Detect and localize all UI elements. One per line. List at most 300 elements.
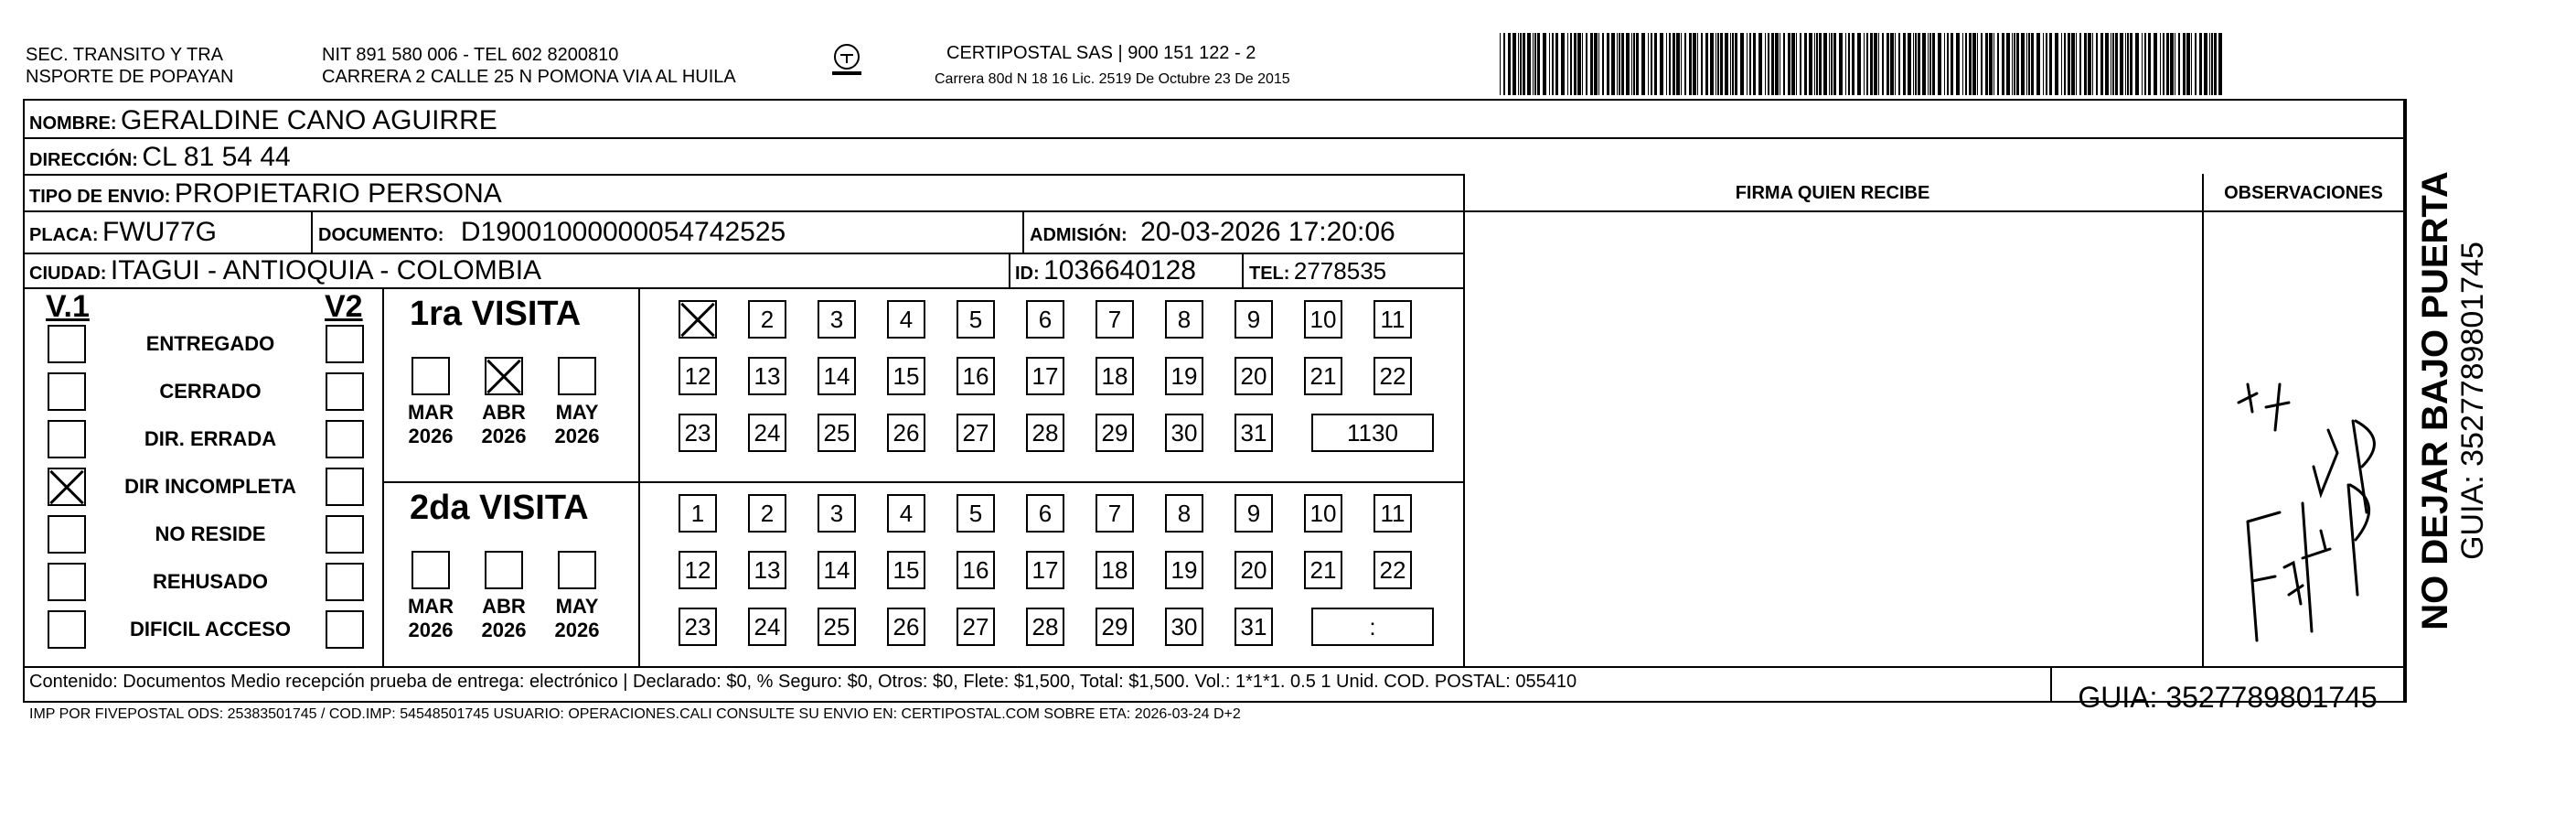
admision-value: 20-03-2026 17:20:06 (1140, 217, 1395, 247)
first-day-9[interactable]: 9 (1235, 300, 1273, 339)
barcode-bar (1791, 33, 1795, 95)
month-label (476, 595, 531, 642)
barcode-bar (1997, 33, 1999, 95)
barcode-bar (1673, 33, 1675, 95)
barcode-bar (2016, 33, 2019, 95)
barcode-bar (2036, 33, 2040, 95)
first-day-3[interactable]: 3 (818, 300, 856, 339)
second-day-20[interactable]: 20 (1235, 551, 1273, 589)
status-label: REHUSADO (153, 570, 268, 593)
barcode-bar (1898, 33, 1900, 95)
second-month-checkbox-2[interactable] (558, 551, 596, 589)
second-day-31[interactable]: 31 (1235, 608, 1273, 646)
second-day-27[interactable]: 27 (957, 608, 995, 646)
barcode-bar (2031, 33, 2034, 95)
second-day-30[interactable]: 30 (1165, 608, 1203, 646)
barcode-bar (1725, 33, 1728, 95)
courier-logo-icon (828, 40, 866, 79)
barcode-bar (1740, 33, 1744, 95)
barcode-bar (1735, 33, 1737, 95)
barcode-bar (2061, 33, 2062, 95)
barcode-bar (1500, 33, 1501, 95)
issuer-address: CARRERA 2 CALLE 25 N POMONA VIA AL HUILA (322, 67, 736, 87)
barcode-bar (1681, 33, 1682, 95)
second-day-3[interactable]: 3 (818, 494, 856, 533)
barcode-bar (2079, 33, 2081, 95)
month-name: MAY (555, 401, 599, 424)
v1-checkbox-4[interactable] (48, 515, 86, 554)
barcode-bar (1993, 33, 1994, 95)
second-day-9[interactable]: 9 (1235, 494, 1273, 533)
barcode-bar (2092, 33, 2093, 95)
placa-value: FWU77G (102, 217, 218, 247)
side-panel (2409, 99, 2496, 703)
barcode-bar (1823, 33, 1827, 95)
footer-content-line: Contenido: Documentos Medio recepción prueba de entrega: electrónico | Declarado: $0, % Seguro: $0, Otros: $0, Flete: $1,500, Total: $1,500. Vol.: 1*1*1. 0.5 1 Unid. COD. POSTAL: 055410 (29, 672, 1577, 692)
barcode-bar (2144, 33, 2146, 95)
barcode-bar (1689, 33, 1692, 95)
barcode-bar (1666, 33, 1667, 95)
barcode-bar (2026, 33, 2027, 95)
v2-checkbox-1[interactable] (326, 372, 364, 411)
barcode-bar (1621, 33, 1624, 95)
barcode-bar (2112, 33, 2114, 95)
month-year: 2026 (554, 619, 600, 641)
barcode-bar (1549, 33, 1550, 95)
second-day-11[interactable]: 11 (1374, 494, 1412, 533)
barcode-bar (2214, 33, 2217, 95)
barcode-bar (2211, 33, 2213, 95)
second-day-1[interactable]: 1 (679, 494, 717, 533)
id-label: ID: (1015, 264, 1040, 284)
first-day-16[interactable]: 16 (957, 357, 995, 395)
observaciones-header: OBSERVACIONES (2224, 183, 2383, 203)
barcode-bar (1503, 33, 1505, 95)
barcode-bar (1537, 33, 1540, 95)
barcode-bar (1619, 33, 1620, 95)
month-label (403, 595, 458, 642)
barcode-bar (1555, 33, 1558, 95)
barcode-bar (1839, 33, 1843, 95)
barcode-bar (1717, 33, 1719, 95)
v2-checkbox-6[interactable] (326, 610, 364, 649)
barcode-bar (1874, 33, 1877, 95)
barcode-bar (1913, 33, 1914, 95)
barcode-bar (1720, 33, 1723, 95)
month-name: MAY (555, 595, 599, 618)
barcode-bar (1518, 33, 1519, 95)
barcode-bar (2178, 33, 2180, 95)
second-day-18[interactable]: 18 (1096, 551, 1134, 589)
barcode-bar (1864, 33, 1865, 95)
barcode-bar (1574, 33, 1577, 95)
barcode-bar (1915, 33, 1917, 95)
barcode-bar (1845, 33, 1846, 95)
month-label (550, 595, 604, 642)
barcode-bar (1577, 33, 1581, 95)
second-visit-title: 2da VISITA (410, 489, 589, 527)
first-day-17[interactable]: 17 (1026, 357, 1064, 395)
second-day-25[interactable]: 25 (818, 608, 856, 646)
first-visit-title: 1ra VISITA (410, 295, 582, 333)
barcode-bar (2120, 33, 2123, 95)
barcode-bar (1903, 33, 1906, 95)
barcode-bar (1833, 33, 1836, 95)
barcode-bar (2209, 33, 2210, 95)
barcode-bar (1586, 33, 1587, 95)
first-day-27[interactable]: 27 (957, 414, 995, 452)
barcode-bar (1626, 33, 1630, 95)
first-day-12[interactable]: 12 (679, 357, 717, 395)
barcode-bar (1534, 33, 1536, 95)
month-name: ABR (482, 401, 526, 424)
barcode-bar (2049, 33, 2052, 95)
barcode-bar (1775, 33, 1779, 95)
first-day-26[interactable]: 26 (887, 414, 925, 452)
barcode-bar (1796, 33, 1797, 95)
barcode-bar (1965, 33, 1967, 95)
barcode-bar (1512, 33, 1516, 95)
second-day-10[interactable]: 10 (1304, 494, 1342, 533)
second-day-14[interactable]: 14 (818, 551, 856, 589)
barcode-bar (1651, 33, 1652, 95)
barcode-bar (1882, 33, 1884, 95)
second-day-24[interactable]: 24 (748, 608, 786, 646)
month-year: 2026 (554, 425, 600, 447)
second-day-28[interactable]: 28 (1026, 608, 1064, 646)
first-day-10[interactable]: 10 (1304, 300, 1342, 339)
tipo-envio-label: TIPO DE ENVIO: (29, 187, 171, 207)
first-day-11[interactable]: 11 (1374, 300, 1412, 339)
nombre-label: NOMBRE: (29, 113, 117, 134)
barcode-bar (2046, 33, 2047, 95)
second-day-26[interactable]: 26 (887, 608, 925, 646)
first-day-14[interactable]: 14 (818, 357, 856, 395)
first-month-checkbox-1[interactable] (485, 357, 523, 395)
side-warning: NO DEJAR BAJO PUERTA (2415, 171, 2455, 630)
firma-header: FIRMA QUIEN RECIBE (1735, 183, 1930, 203)
status-label: ENTREGADO (145, 332, 275, 355)
barcode-bar (1951, 33, 1953, 95)
status-label: NO RESIDE (155, 522, 266, 545)
barcode-bar (1730, 33, 1731, 95)
first-day-22[interactable]: 22 (1374, 357, 1412, 395)
barcode-bar (1693, 33, 1696, 95)
first-day-7[interactable]: 7 (1096, 300, 1134, 339)
barcode-bar (1972, 33, 1976, 95)
barcode-bar (2012, 33, 2013, 95)
barcode-bar (2071, 33, 2075, 95)
status-label: DIR. ERRADA (144, 427, 277, 450)
barcode-bar (2163, 33, 2164, 95)
barcode-bar (2006, 33, 2010, 95)
barcode-bar (1527, 33, 1531, 95)
second-day-8[interactable]: 8 (1165, 494, 1203, 533)
barcode-bar (2088, 33, 2091, 95)
first-day-24[interactable]: 24 (748, 414, 786, 452)
barcode-bar (1929, 33, 1931, 95)
barcode-bar (2195, 33, 2197, 95)
month-label (403, 401, 458, 448)
month-name: MAR (407, 595, 454, 618)
v1-header: V.1 (46, 289, 90, 324)
barcode-bar (1590, 33, 1593, 95)
first-day-15[interactable]: 15 (887, 357, 925, 395)
v1-checkbox-6[interactable] (48, 610, 86, 649)
tel-value: 2778535 (1293, 257, 1387, 285)
barcode-bar (1594, 33, 1598, 95)
v1-checkbox-0[interactable] (48, 325, 86, 363)
barcode-bar (1701, 33, 1703, 95)
barcode-bar (1523, 33, 1525, 95)
admision-label: ADMISIÓN: (1030, 225, 1128, 245)
barcode-bar (1660, 33, 1663, 95)
barcode-bar (2043, 33, 2044, 95)
barcode-bar (1598, 33, 1599, 95)
first-day-5[interactable]: 5 (957, 300, 995, 339)
second-day-4[interactable]: 4 (887, 494, 925, 533)
barcode-bar (1602, 33, 1604, 95)
barcode-bar (1611, 33, 1615, 95)
month-name: ABR (482, 595, 526, 618)
barcode-bar (1732, 33, 1734, 95)
barcode-bar (1804, 33, 1807, 95)
barcode-bar (1705, 33, 1708, 95)
barcode-bar (1570, 33, 1572, 95)
tipo-envio-value: PROPIETARIO PERSONA (174, 178, 502, 209)
second-day-23[interactable]: 23 (679, 608, 717, 646)
barcode-bar (1697, 33, 1698, 95)
first-day-30[interactable]: 30 (1165, 414, 1203, 452)
barcode-bar (2028, 33, 2030, 95)
direccion-label: DIRECCIÓN: (29, 150, 138, 170)
barcode-bar (1922, 33, 1926, 95)
barcode-bar (2135, 33, 2139, 95)
barcode-bar (2105, 33, 2109, 95)
first-day-18[interactable]: 18 (1096, 357, 1134, 395)
first-day-25[interactable]: 25 (818, 414, 856, 452)
v2-header: V2 (325, 289, 363, 324)
barcode-bar (1852, 33, 1855, 95)
barcode-bar (2068, 33, 2070, 95)
barcode-bar (1749, 33, 1751, 95)
second-day-5[interactable]: 5 (957, 494, 995, 533)
second-day-13[interactable]: 13 (748, 551, 786, 589)
first-day-28[interactable]: 28 (1026, 414, 1064, 452)
barcode-bar (2183, 33, 2186, 95)
barcode-bar (2100, 33, 2103, 95)
placa-label: PLACA: (29, 225, 99, 245)
first-month-checkbox-2[interactable] (558, 357, 596, 395)
month-year: 2026 (408, 425, 454, 447)
barcode-bar (2084, 33, 2087, 95)
documento-label: DOCUMENTO: (318, 225, 444, 245)
barcode-bar (1533, 33, 1534, 95)
id-value: 1036640128 (1043, 255, 1196, 285)
barcode-bar (2199, 33, 2202, 95)
barcode-bar (1800, 33, 1801, 95)
barcode-bar (1607, 33, 1609, 95)
barcode-bar (1747, 33, 1748, 95)
second-day-6[interactable]: 6 (1026, 494, 1064, 533)
v1-checkbox-1[interactable] (48, 372, 86, 411)
barcode-bar (1543, 33, 1546, 95)
barcode (1498, 33, 2224, 95)
first-day-21[interactable]: 21 (1304, 357, 1342, 395)
tel-label: TEL: (1249, 264, 1290, 284)
barcode-bar (1684, 33, 1686, 95)
barcode-bar (1582, 33, 1583, 95)
barcode-bar (2166, 33, 2169, 95)
barcode-bar (1866, 33, 1868, 95)
barcode-bar (1956, 33, 1960, 95)
nombre-value: GERALDINE CANO AGUIRRE (121, 105, 497, 135)
first-day-19[interactable]: 19 (1165, 357, 1203, 395)
barcode-bar (1636, 33, 1639, 95)
v2-checkbox-4[interactable] (326, 515, 364, 554)
courier-name: CERTIPOSTAL SAS | 900 151 122 - 2 (946, 43, 1256, 63)
first-day-20[interactable]: 20 (1235, 357, 1273, 395)
first-day-2[interactable]: 2 (748, 300, 786, 339)
barcode-bar (2142, 33, 2143, 95)
month-label (476, 401, 531, 448)
first-day-23[interactable]: 23 (679, 414, 717, 452)
barcode-bar (1508, 33, 1511, 95)
barcode-bar (1758, 33, 1762, 95)
barcode-bar (1753, 33, 1756, 95)
first-day-8[interactable]: 8 (1165, 300, 1203, 339)
second-day-22[interactable]: 22 (1374, 551, 1412, 589)
handwritten-observation (2211, 366, 2394, 659)
barcode-bar (1947, 33, 1949, 95)
handwritten-note-text: Falta # Apto (2211, 366, 2217, 367)
status-label: DIFICIL ACCESO (129, 618, 291, 640)
v2-checkbox-2[interactable] (326, 420, 364, 458)
first-day-13[interactable]: 13 (748, 357, 786, 395)
v2-checkbox-0[interactable] (326, 325, 364, 363)
barcode-bar (2076, 33, 2077, 95)
barcode-bar (1908, 33, 1911, 95)
barcode-bar (1783, 33, 1785, 95)
barcode-bar (2191, 33, 2192, 95)
second-day-15[interactable]: 15 (887, 551, 925, 589)
barcode-bar (1710, 33, 1714, 95)
barcode-bar (2096, 33, 2098, 95)
v1-checkbox-2[interactable] (48, 420, 86, 458)
second-day-19[interactable]: 19 (1165, 551, 1203, 589)
second-visit-time[interactable]: : (1311, 608, 1434, 646)
barcode-bar (1981, 33, 1983, 95)
barcode-bar (1831, 33, 1833, 95)
second-day-7[interactable]: 7 (1096, 494, 1134, 533)
barcode-bar (1676, 33, 1680, 95)
barcode-bar (1552, 33, 1554, 95)
first-day-1[interactable] (679, 300, 717, 339)
second-day-16[interactable]: 16 (957, 551, 995, 589)
barcode-bar (1809, 33, 1812, 95)
v2-checkbox-5[interactable] (326, 563, 364, 601)
first-day-29[interactable]: 29 (1096, 414, 1134, 452)
barcode-bar (1895, 33, 1896, 95)
month-year: 2026 (408, 619, 454, 641)
month-name: MAR (407, 401, 454, 424)
barcode-bar (1977, 33, 1978, 95)
second-day-17[interactable]: 17 (1026, 551, 1064, 589)
barcode-bar (2115, 33, 2118, 95)
barcode-bar (1617, 33, 1618, 95)
barcode-bar (2186, 33, 2190, 95)
second-month-checkbox-0[interactable] (412, 551, 450, 589)
barcode-bar (1648, 33, 1649, 95)
barcode-bar (2002, 33, 2004, 95)
second-month-checkbox-1[interactable] (485, 551, 523, 589)
barcode-bar (1567, 33, 1568, 95)
barcode-bar (1768, 33, 1769, 95)
barcode-bar (2125, 33, 2126, 95)
ciudad-label: CIUDAD: (29, 264, 107, 284)
barcode-bar (1765, 33, 1766, 95)
second-day-21[interactable]: 21 (1304, 551, 1342, 589)
barcode-bar (1848, 33, 1850, 95)
barcode-bar (1857, 33, 1861, 95)
month-year: 2026 (481, 425, 527, 447)
barcode-bar (2021, 33, 2025, 95)
first-visit-time[interactable]: 1130 (1311, 414, 1434, 452)
barcode-bar (1932, 33, 1935, 95)
month-year: 2026 (481, 619, 527, 641)
barcode-bar (1829, 33, 1830, 95)
v1-checkbox-3[interactable] (48, 468, 86, 506)
status-label: DIR INCOMPLETA (124, 475, 296, 498)
barcode-bar (1918, 33, 1920, 95)
barcode-bar (1641, 33, 1645, 95)
first-day-4[interactable]: 4 (887, 300, 925, 339)
barcode-bar (2014, 33, 2015, 95)
barcode-bar (2064, 33, 2066, 95)
barcode-bar (1938, 33, 1941, 95)
barcode-bar (2204, 33, 2207, 95)
second-day-12[interactable]: 12 (679, 551, 717, 589)
courier-address: Carrera 80d N 18 16 Lic. 2519 De Octubre 23 De 2015 (935, 71, 1290, 87)
barcode-bar (1814, 33, 1815, 95)
barcode-bar (2170, 33, 2174, 95)
documento-value: D19001000000054742525 (460, 217, 786, 247)
second-day-29[interactable]: 29 (1096, 608, 1134, 646)
direccion-value: CL 81 54 44 (142, 142, 291, 172)
barcode-bar (2055, 33, 2058, 95)
barcode-bar (1944, 33, 1945, 95)
barcode-bar (1561, 33, 1565, 95)
first-day-31[interactable]: 31 (1235, 414, 1273, 452)
barcode-bar (1520, 33, 1522, 95)
barcode-bar (1887, 33, 1889, 95)
first-month-checkbox-0[interactable] (412, 357, 450, 395)
v2-checkbox-3[interactable] (326, 468, 364, 506)
barcode-bar (1962, 33, 1963, 95)
barcode-bar (2154, 33, 2157, 95)
barcode-bar (2130, 33, 2132, 95)
barcode-bar (1669, 33, 1671, 95)
barcode-bar (1890, 33, 1894, 95)
barcode-bar (1819, 33, 1822, 95)
v1-checkbox-5[interactable] (48, 563, 86, 601)
barcode-bar (1870, 33, 1873, 95)
barcode-bar (2218, 33, 2222, 95)
footer-print-line: IMP POR FIVEPOSTAL ODS: 25383501745 / COD.IMP: 54548501745 USUARIO: OPERACIONES.CALI CONSULTE SU ENVIO EN: CERTIPOSTAL.COM SOBRE ETA: 2026-03-24 D+2 (29, 706, 1241, 722)
second-day-2[interactable]: 2 (748, 494, 786, 533)
barcode-bar (1654, 33, 1657, 95)
first-day-6[interactable]: 6 (1026, 300, 1064, 339)
